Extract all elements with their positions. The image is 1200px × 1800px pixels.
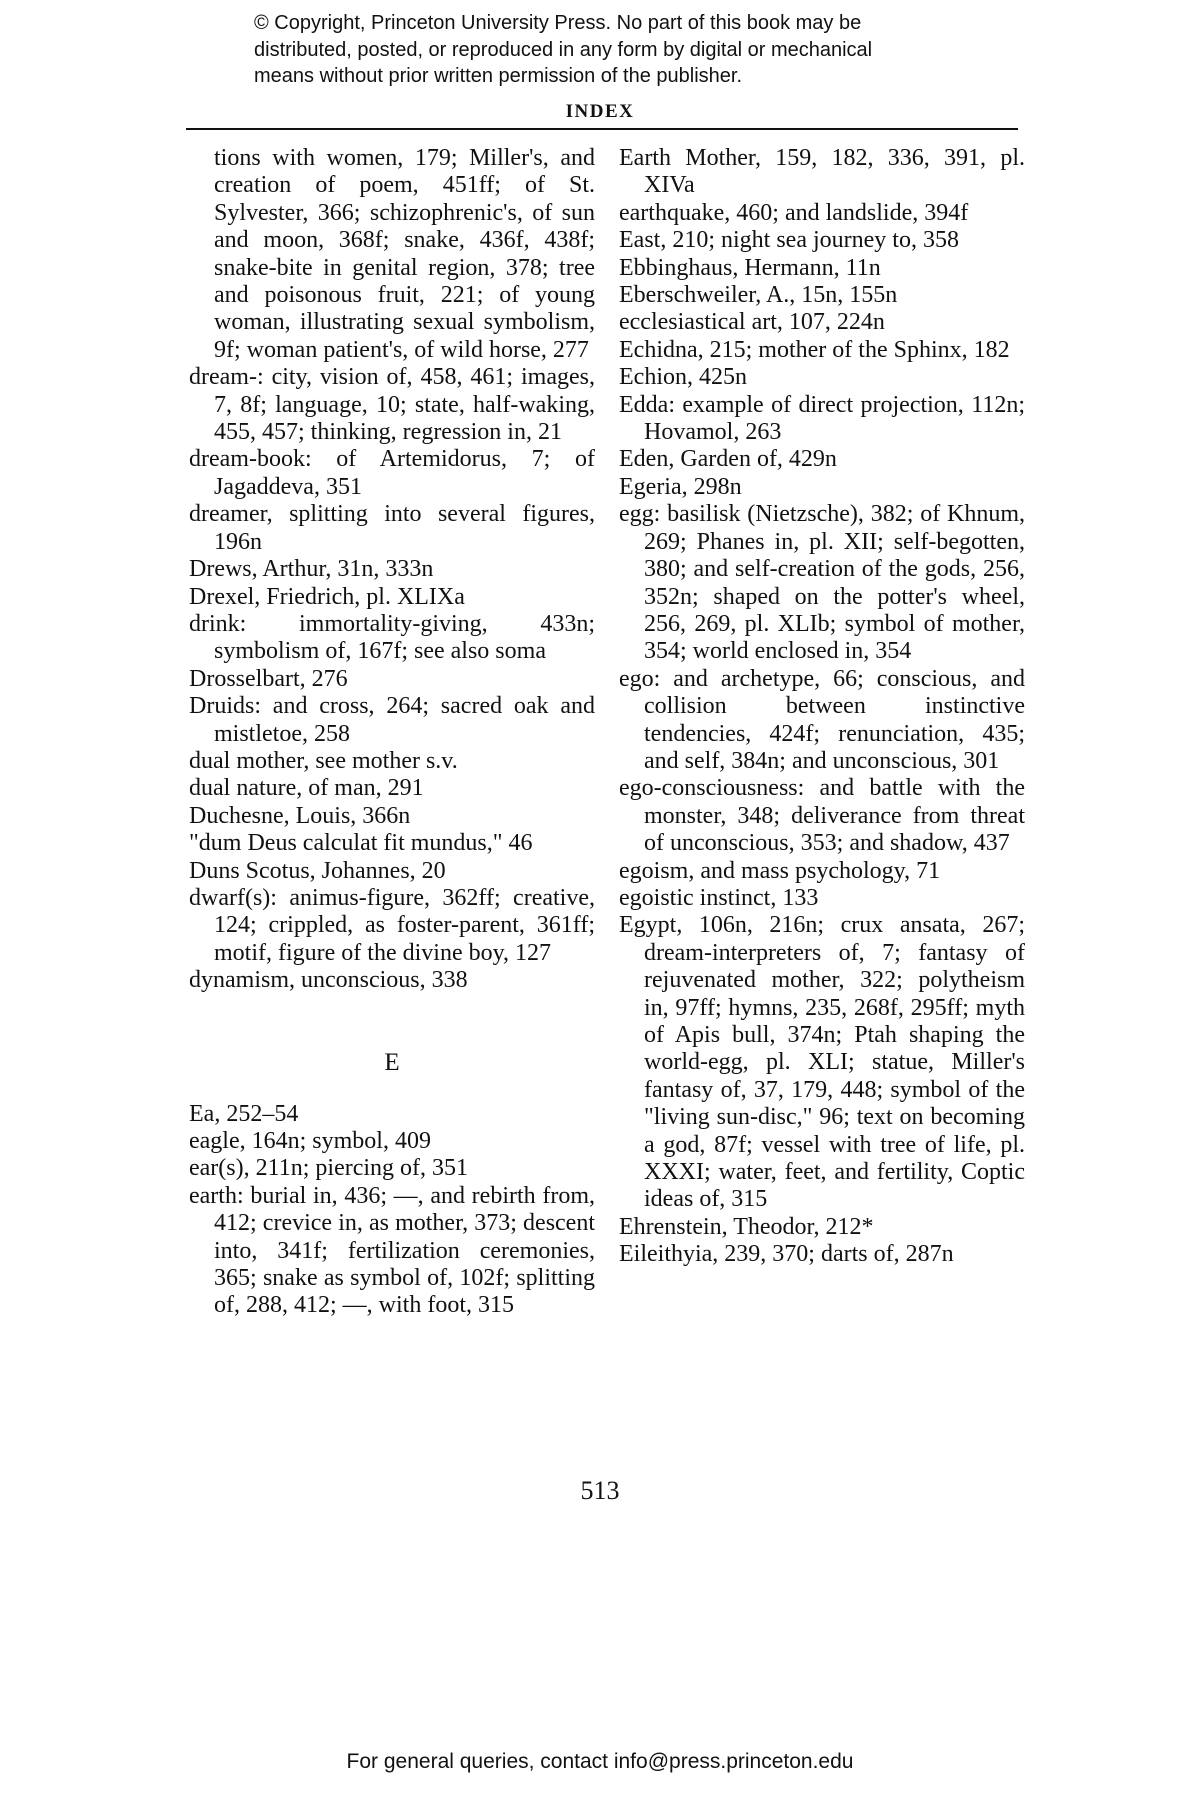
- index-entry: eagle, 164n; symbol, 409: [189, 1128, 431, 1154]
- index-entry: Eden, Garden of, 429n: [619, 446, 837, 473]
- index-entry: tions with women, 179; Miller's, and creation of poem, 451ff; of St. Sylvester, 366; schizophrenic's, of sun and moon, 368f; snake, 436f, 438f; snake-bite in genital region, 378; tree and poisonous fruit, 221; of young woman, illustrating sexual symbolism, 9f; woman patient's, of wild horse, 277: [214, 145, 595, 363]
- index-entry: dynamism, unconscious, 338: [189, 967, 468, 994]
- index-entry: egoistic instinct, 133: [619, 884, 819, 911]
- header-rule: [186, 128, 1018, 130]
- copyright-line: © Copyright, Princeton University Press. No part of this book may be: [254, 12, 862, 34]
- index-entry: "dum Deus calculat fit mundus," 46: [189, 830, 533, 857]
- index-entry: Drosselbart, 276: [189, 665, 348, 692]
- index-entry: dual nature, of man, 291: [189, 775, 424, 802]
- index-entry: Eileithyia, 239, 370; darts of, 287n: [619, 1241, 954, 1268]
- index-entry: ego-consciousness: and battle with the monster, 348; deliverance from threat of unconscious, 353; and shadow, 437: [619, 775, 1025, 857]
- index-entry: Eberschweiler, A., 15n, 155n: [619, 282, 898, 309]
- index-entry: Earth Mother, 159, 182, 336, 391, pl. XIVa: [619, 145, 1025, 199]
- index-entry: Egeria, 298n: [619, 473, 742, 500]
- page-number: 513: [580, 1476, 620, 1505]
- index-entry: earthquake, 460; and landslide, 394f: [619, 199, 969, 226]
- index-entry: Drews, Arthur, 31n, 333n: [189, 556, 434, 583]
- index-entry: egoism, and mass psychology, 71: [619, 857, 941, 884]
- index-entry: ecclesiastical art, 107, 224n: [619, 309, 885, 336]
- right-column: [619, 145, 1025, 1269]
- index-entry: drink: immortality-giving, 433n; symbolism of, 167f; see also soma: [189, 610, 595, 665]
- index-entry: dual mother, see mother s.v.: [189, 747, 458, 774]
- running-head: INDEX: [565, 101, 635, 122]
- footer-contact: For general queries, contact info@press.princeton.edu: [346, 1750, 854, 1773]
- index-entry: Duns Scotus, Johannes, 20: [189, 857, 446, 884]
- index-entry: earth: burial in, 436; —, and rebirth from, 412; crevice in, as mother, 373; descent into, 341f; fertilization ceremonies, 365; snake as symbol of, 102f; splitting of, 288, 412; —, with foot, 315: [189, 1182, 595, 1319]
- index-entry: Ea, 252–54: [189, 1100, 299, 1127]
- index-entry: ear(s), 211n; piercing of, 351: [189, 1155, 469, 1182]
- index-entry: Druids: and cross, 264; sacred oak and mistletoe, 258: [189, 693, 595, 747]
- copyright-line: distributed, posted, or reproduced in any form by digital or mechanical: [254, 38, 873, 61]
- index-entry: dreamer, splitting into several figures, 196n: [189, 501, 595, 555]
- copyright-notice: [254, 10, 1014, 90]
- index-entry: East, 210; night sea journey to, 358: [619, 227, 959, 254]
- index-entry: Echidna, 215; mother of the Sphinx, 182: [619, 336, 1010, 363]
- index-entry: Drexel, Friedrich, pl. XLIXa: [189, 583, 465, 610]
- index-entry: Edda: example of direct projection, 112n; Hovamol, 263: [619, 391, 1025, 446]
- index-entry: Egypt, 106n, 216n; crux ansata, 267; dream-interpreters of, 7; fantasy of rejuvenated mother, 322; polytheism in, 97ff; hymns, 235, 268f, 295ff; myth of Apis bull, 374n; Ptah shaping the world-egg, pl. XLI; statue, Miller's fantasy of, 37, 179, 448; symbol of the "living sun-disc," 96; text on becoming a god, 87f; vessel with tree of life, pl. XXXI; water, feet, and fertility, Coptic ideas of, 315: [619, 912, 1025, 1213]
- left-column: [189, 145, 595, 1320]
- copyright-line: means without prior written permission of the publisher.: [254, 65, 743, 87]
- index-entry: Echion, 425n: [619, 364, 747, 391]
- index-entry: ego: and archetype, 66; conscious, and collision between instinctive tendencies, 424f; renunciation, 435; and self, 384n; and unconscious, 301: [619, 665, 1025, 774]
- index-entry: dwarf(s): animus-figure, 362ff; creative, 124; crippled, as foster-parent, 361ff; motif, figure of the divine boy, 127: [189, 884, 595, 966]
- index-entry: Ebbinghaus, Hermann, 11n: [619, 254, 881, 281]
- index-entry: dream-book: of Artemidorus, 7; of Jagaddeva, 351: [189, 446, 595, 500]
- index-entry: dream-: city, vision of, 458, 461; images, 7, 8f; language, 10; state, half-waking, 455, 457; thinking, regression in, 21: [189, 364, 595, 446]
- index-entry: egg: basilisk (Nietzsche), 382; of Khnum, 269; Phanes in, pl. XII; self-begotten, 380; and self-creation of the gods, 256, 352n; shaped on the potter's wheel, 256, 269, pl. XLIb; symbol of mother, 354; world enclosed in, 354: [619, 501, 1025, 665]
- section-letter: E: [384, 1048, 400, 1076]
- index-entry: Duchesne, Louis, 366n: [189, 802, 411, 829]
- index-entry: Ehrenstein, Theodor, 212*: [619, 1213, 874, 1240]
- section-spacer: [189, 995, 595, 1049]
